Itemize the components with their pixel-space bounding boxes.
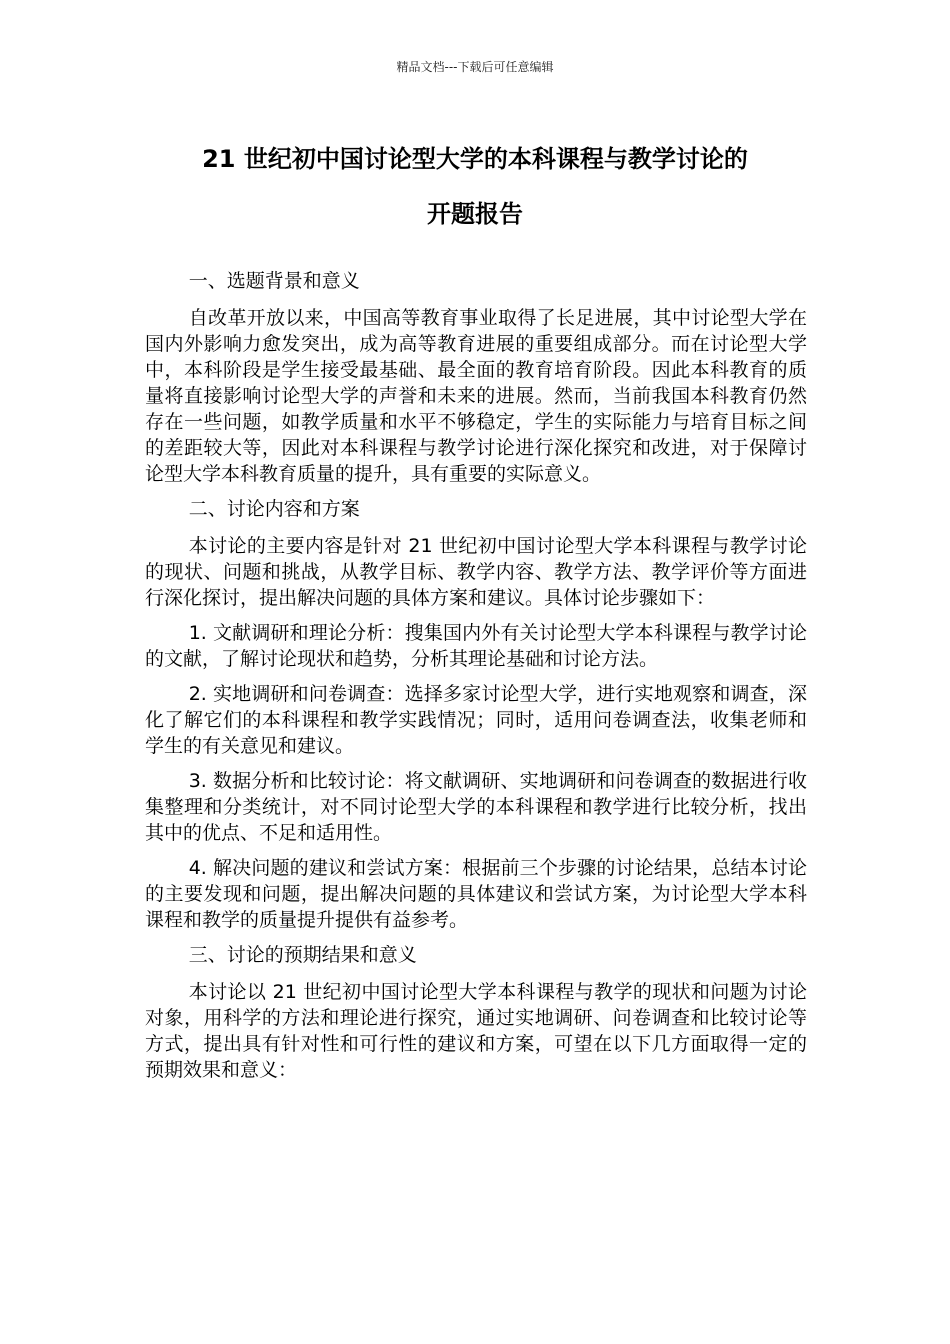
section-2-step-2: 2. 实地调研和问卷调查：选择多家讨论型大学，进行实地观察和调查，深化了解它们的本科课程和教学实践情况；同时，适用问卷调查法，收集老师和学生的有关意见和建议。	[145, 683, 807, 757]
section-2-heading: 二、讨论内容和方案	[188, 498, 360, 520]
section-1-paragraph: 自改革开放以来，中国高等教育事业取得了长足进展，其中讨论型大学在国内外影响力愈发突出，成为高等教育进展的重要组成部分。而在讨论型大学中，本科阶段是学生接受最基础、最全面的教育培育阶段。因此本科教育的质量将直接影响讨论型大学的声誉和未来的进展。然而，当前我国本科教育仍然存在一些问题，如教学质量和水平不够稳定，学生的实际能力与培育目标之间的差距较大等，因此对本科课程与教学讨论进行深化探究和改进，对于保障讨论型大学本科教育质量的提升，具有重要的实际意义。	[145, 307, 807, 485]
section-3-paragraph: 本讨论以 21 世纪初中国讨论型大学本科课程与教学的现状和问题为讨论对象，用科学的方法和理论进行探究，通过实地调研、问卷调查和比较讨论等方式，提出具有针对性和可行性的建议和方案，可望在以下几方面取得一定的预期效果和意义：	[145, 981, 807, 1081]
section-2-step-1: 1. 文献调研和理论分析：搜集国内外有关讨论型大学本科课程与教学讨论的文献，了解讨论现状和趋势，分析其理论基础和讨论方法。	[145, 622, 807, 670]
document-title	[130, 132, 820, 242]
section-2-step-4: 4. 解决问题的建议和尝试方案：根据前三个步骤的讨论结果，总结本讨论的主要发现和问题，提出解决问题的具体建议和尝试方案，为讨论型大学本科课程和教学的质量提升提供有益参考。	[145, 857, 807, 931]
title-line-1: 21 世纪初中国讨论型大学的本科课程与教学讨论的	[202, 145, 748, 173]
section-2-paragraph: 本讨论的主要内容是针对 21 世纪初中国讨论型大学本科课程与教学讨论的现状、问题和挑战，从教学目标、教学内容、教学方法、教学评价等方面进行深化探讨，提出解决问题的具体方案和建议。具体讨论步骤如下：	[145, 535, 807, 609]
section-2-step-3: 3. 数据分析和比较讨论：将文献调研、实地调研和问卷调查的数据进行收集整理和分类统计，对不同讨论型大学的本科课程和教学进行比较分析，找出其中的优点、不足和适用性。	[145, 770, 807, 844]
section-3-heading: 三、讨论的预期结果和意义	[188, 944, 417, 966]
title-line-2: 开题报告	[427, 200, 523, 228]
section-1-heading: 一、选题背景和意义	[188, 270, 360, 292]
document-body	[145, 268, 807, 1092]
page-header: 精品文档---下载后可任意编辑	[396, 60, 554, 74]
